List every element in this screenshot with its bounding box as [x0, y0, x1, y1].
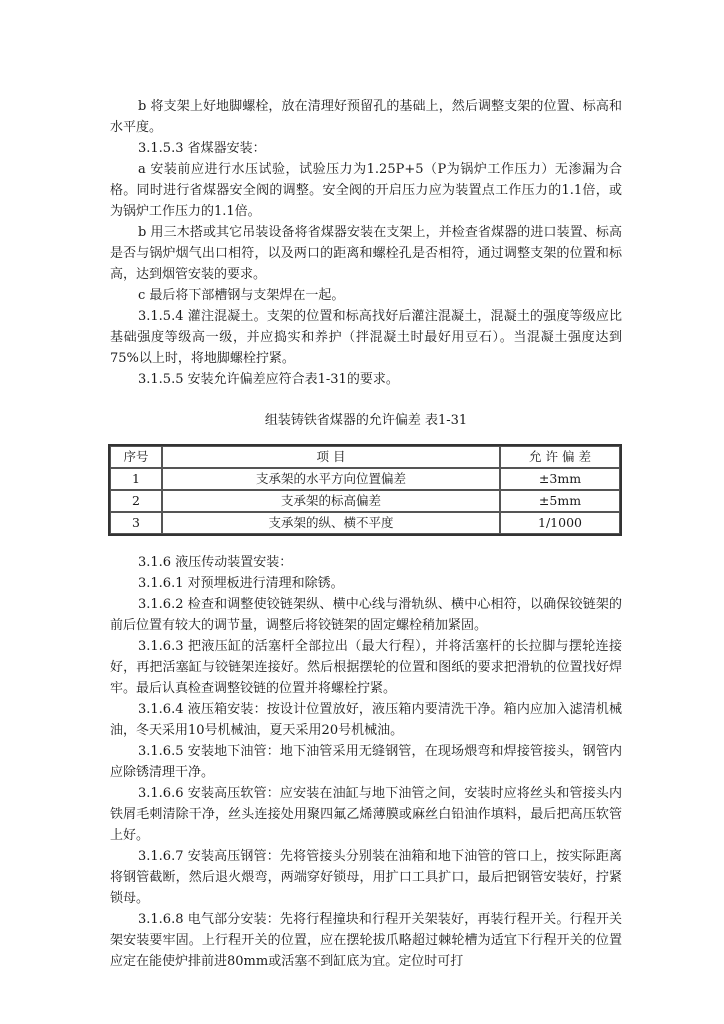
- paragraph: 3.1.6.8 电气部分安装：先将行程撞块和行程开关架装好，再装行程开关。行程开关架安装要牢固。上行程开关的位置，应在摆轮拔爪略超过棘轮槽为适宜下行程开关的位置应定在能使炉排前进80mm或活塞不到缸底为宜。定位时可打: [110, 912, 622, 969]
- document-body: [110, 96, 622, 972]
- paragraph: 3.1.6.4 液压箱安装：按设计位置放好，液压箱内要清洗干净。箱内应加入滤清机械油，冬天采用10号机械油，夏天采用20号机械油。: [110, 702, 622, 738]
- table-header-cell: 序号: [110, 446, 162, 468]
- paragraph: 3.1.6.1 对预埋板进行清理和除锈。: [138, 576, 344, 591]
- paragraph: b 用三木搭或其它吊装设备将省煤器安装在支架上，并检查省煤器的进口装置、标高是否与锅炉烟气出口相符，以及两口的距离和螺栓孔是否相符，通过调整支架的位置和标高，达到烟管安装的要求。: [110, 225, 622, 282]
- table-caption: 组装铸铁省煤器的允许偏差 表1-31: [264, 413, 468, 428]
- paragraph: 3.1.5.5 安装允许偏差应符合表1-31的要求。: [138, 372, 399, 387]
- table-row: [110, 490, 620, 512]
- paragraph: 3.1.6.2 检查和调整使铰链架纵、横中心线与滑轨纵、横中心相符，以确保铰链架的前后位置有较大的调节量，调整后将铰链架的固定螺栓稍加紧固。: [110, 597, 622, 633]
- table-row: [110, 512, 620, 534]
- paragraph: 3.1.6.6 安装高压软管：应安装在油缸与地下油管之间，安装时应将丝头和管接头内铁屑毛刺清除干净，丝头连接处用聚四氟乙烯薄膜或麻丝白铅油作填料，最后把高压软管上好。: [110, 786, 622, 843]
- section-heading: 3.1.5.3 省煤器安装：: [138, 141, 266, 156]
- table-header-cell: 允 许 偏 差: [500, 446, 620, 468]
- paragraph: a 安装前应进行水压试验，试验压力为1.25P+5（P为锅炉工作压力）无渗漏为合格。同时进行省煤器安全阀的调整。安全阀的开启压力应为装置点工作压力的1.1倍，或为锅炉工作压力的1.1倍。: [110, 162, 622, 219]
- table-cell: ±3mm: [500, 468, 620, 490]
- paragraph: c 最后将下部槽钢与支架焊在一起。: [138, 288, 345, 303]
- paragraph: 3.1.5.4 灌注混凝土。支架的位置和标高找好后灌注混凝土，混凝土的强度等级应比基础强度等级高一级，并应捣实和养护（拌混凝土时最好用豆石）。当混凝土强度达到75%以上时，将地脚螺栓拧紧。: [110, 309, 622, 366]
- table-cell: 1/1000: [500, 512, 620, 534]
- paragraph: 3.1.6.7 安装高压钢管：先将管接头分别装在油箱和地下油管的管口上，按实际距离将钢管截断，然后退火煨弯，两端穿好锁母，用扩口工具扩口，最后把钢管安装好，拧紧锁母。: [110, 849, 622, 906]
- tolerance-table: [108, 444, 622, 536]
- table-header-cell: 项 目: [162, 446, 500, 468]
- paragraph: b 将支架上好地脚螺栓，放在清理好预留孔的基础上，然后调整支架的位置、标高和水平度。: [110, 99, 622, 135]
- paragraph: 3.1.6.5 安装地下油管：地下油管采用无缝钢管，在现场煨弯和焊接管接头，钢管内应除锈清理干净。: [110, 744, 622, 780]
- table-cell: 3: [110, 512, 162, 534]
- table-header-row: [110, 446, 620, 468]
- table-cell: 1: [110, 468, 162, 490]
- table-cell: 支承架的水平方向位置偏差: [162, 468, 500, 490]
- table-cell: 支承架的标高偏差: [162, 490, 500, 512]
- table-cell: 支承架的纵、横不平度: [162, 512, 500, 534]
- table-row: [110, 468, 620, 490]
- section-heading: 3.1.6 液压传动装置安装：: [138, 555, 293, 570]
- table-cell: ±5mm: [500, 490, 620, 512]
- section-3-1-6: [110, 552, 622, 972]
- paragraph: 3.1.6.3 把液压缸的活塞杆全部拉出（最大行程），并将活塞杆的长拉脚与摆轮连接好，再把活塞缸与铰链架连接好。然后根据摆轮的位置和图纸的要求把滑轨的位置找好焊牢。最后认真检查调整铰链的位置并将螺栓拧紧。: [110, 639, 622, 696]
- table-cell: 2: [110, 490, 162, 512]
